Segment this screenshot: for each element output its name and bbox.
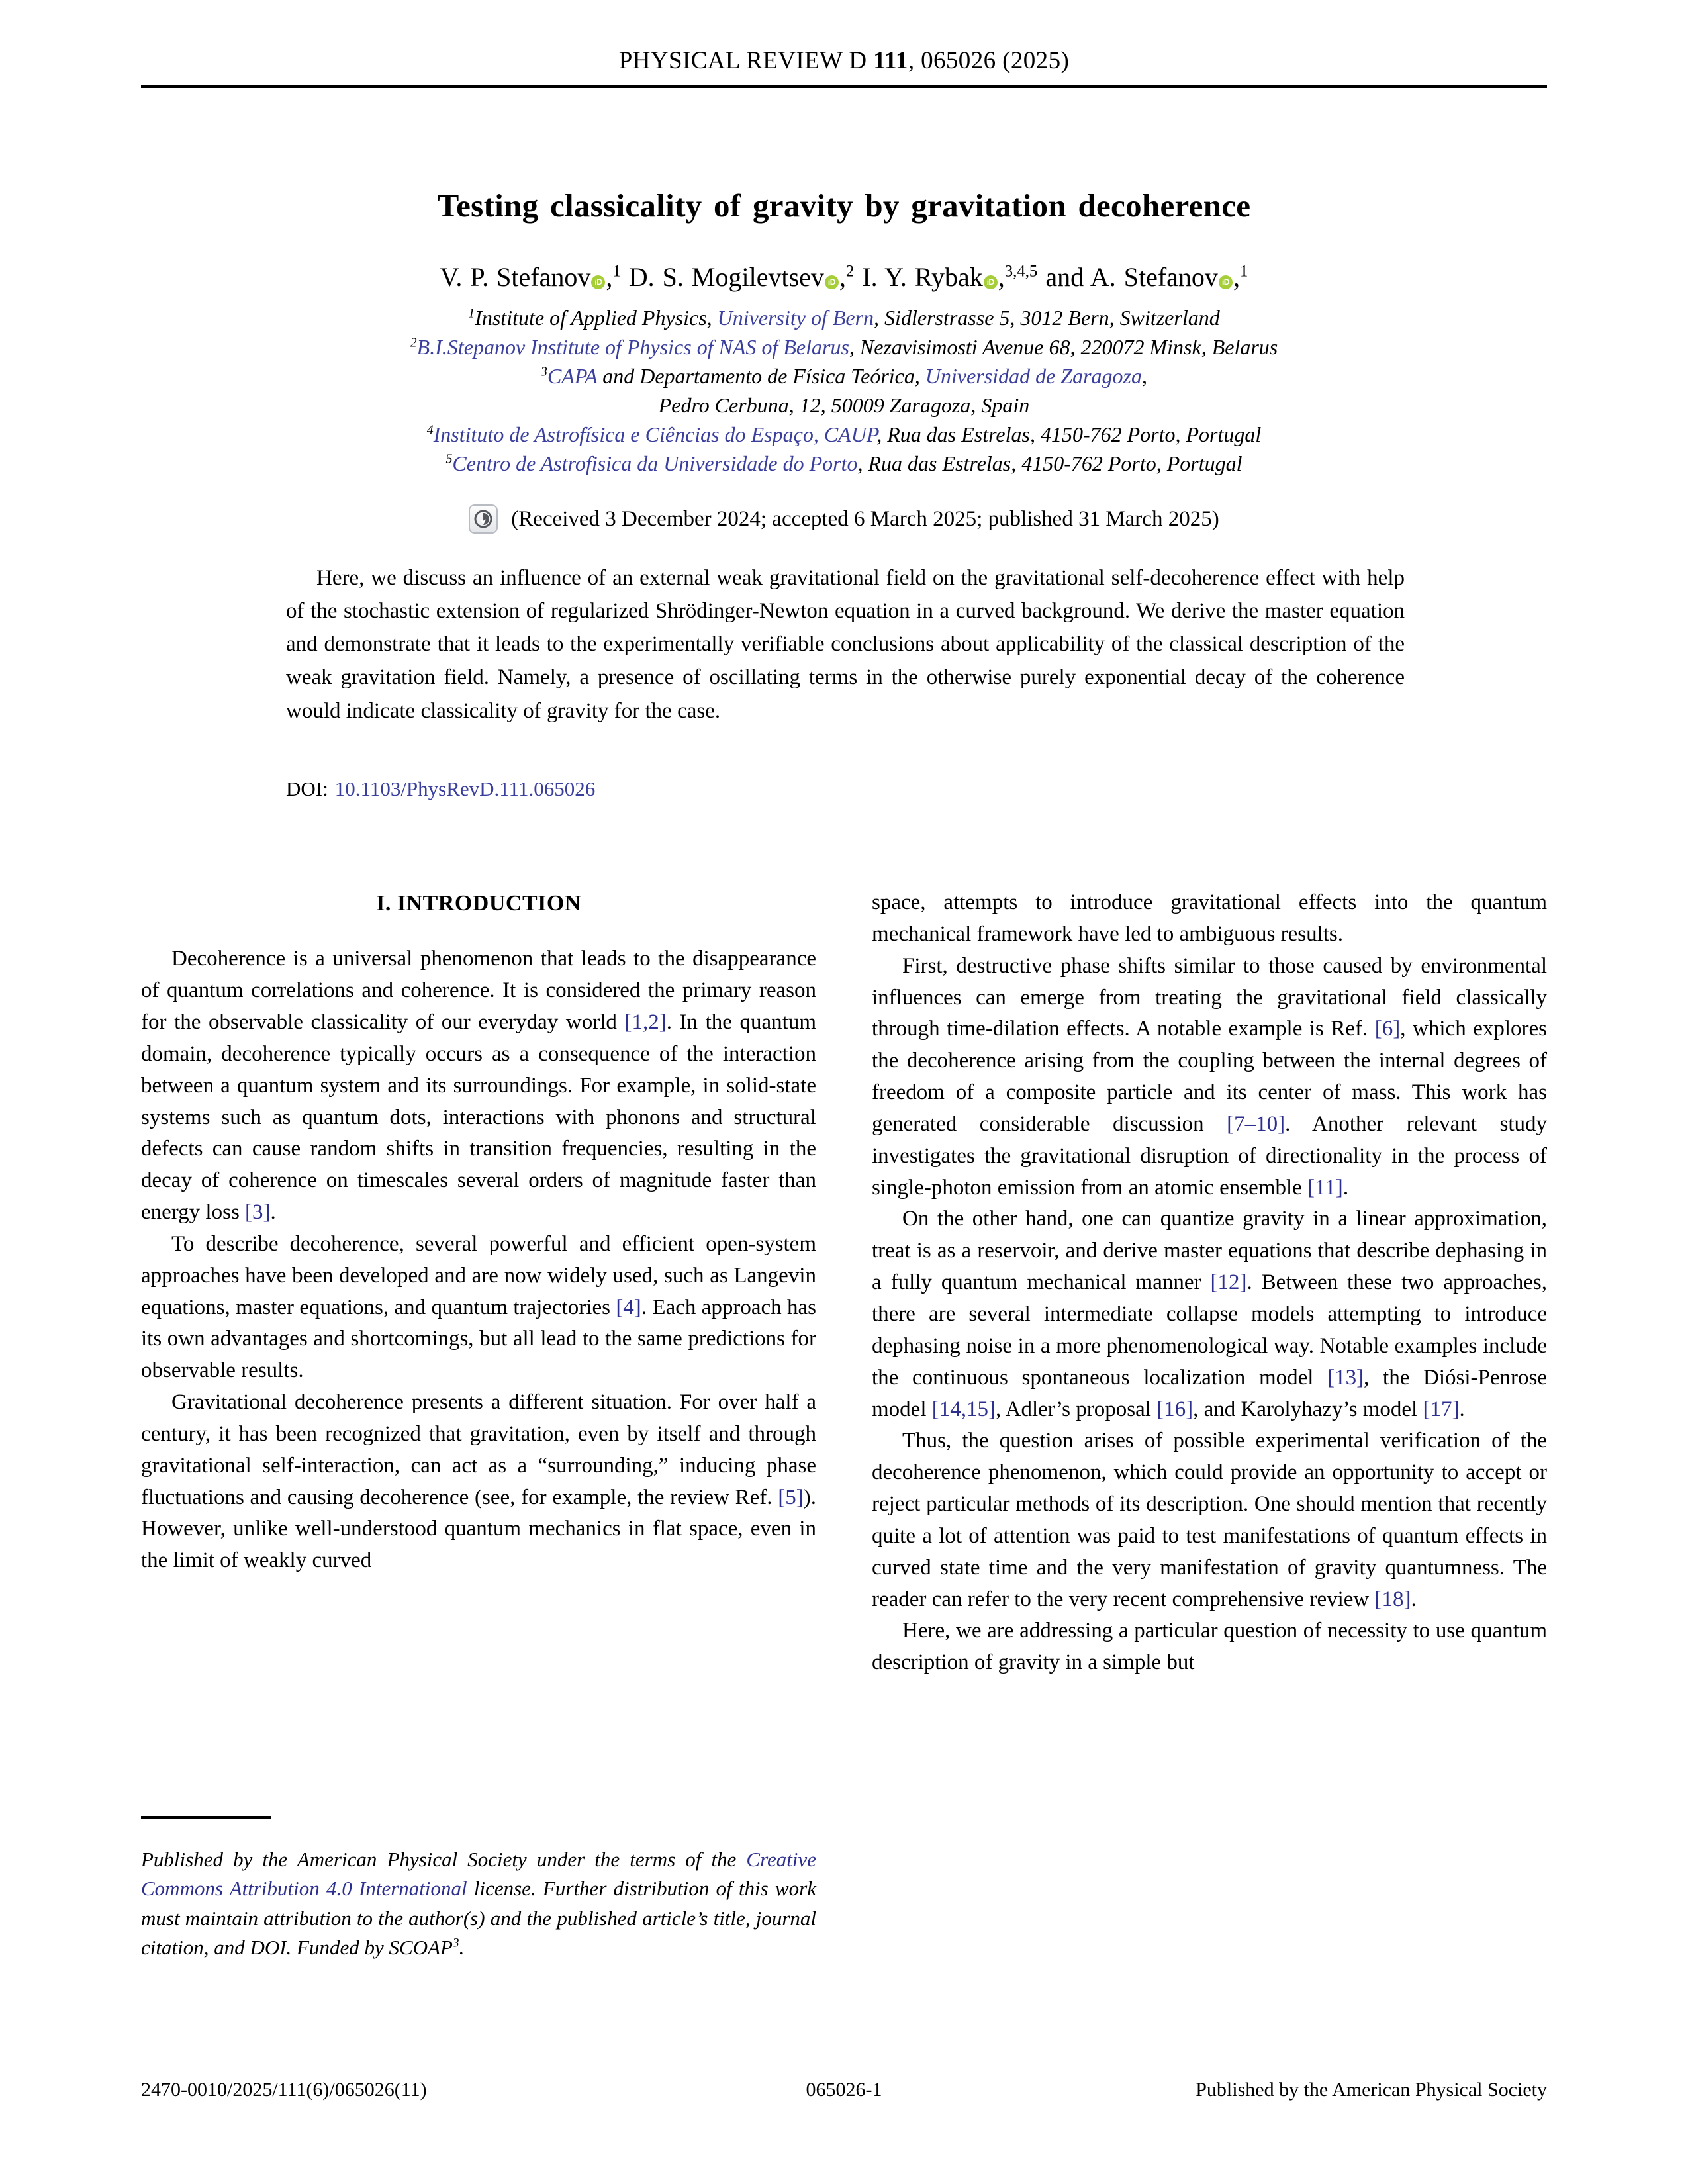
author-name: D. S. Mogilevtsev — [628, 261, 824, 292]
citation-link[interactable]: [3] — [245, 1200, 271, 1225]
doi-label: DOI: — [286, 777, 328, 800]
citation-link[interactable]: [17] — [1423, 1397, 1460, 1421]
paragraph-text: . — [1342, 1175, 1349, 1200]
body-paragraph — [872, 951, 1547, 1204]
paragraph-text: space, attempts to introduce gravitational effects into the quantum mechanical framework have led to ambiguous results. — [872, 890, 1547, 946]
affiliation-line — [141, 332, 1547, 361]
citation-link[interactable]: [4] — [616, 1295, 641, 1319]
institution-link[interactable]: B.I.Stepanov Institute of Physics of NAS of Belarus — [416, 334, 849, 359]
citation-link[interactable]: [14,15] — [931, 1397, 996, 1421]
body-paragraph — [141, 943, 816, 1229]
page-number: 065026-1 — [806, 2079, 882, 2101]
author-separator: , — [1233, 261, 1240, 292]
journal-name: PHYSICAL REVIEW D — [618, 47, 867, 74]
orcid-icon[interactable]: iD — [591, 275, 605, 289]
affiliation-marker: 4 — [426, 422, 434, 438]
body-paragraph — [872, 1204, 1547, 1425]
citation-link[interactable]: Creative Commons Attribution 4.0 International — [141, 1848, 816, 1901]
orcid-icon[interactable]: iD — [984, 275, 998, 289]
body-paragraph — [141, 1229, 816, 1387]
paragraph-text: . — [1411, 1587, 1417, 1611]
affiliation-marker: 5 — [445, 451, 453, 467]
affiliation-marker: 1 — [468, 305, 475, 320]
author-conjunction: and — [1045, 261, 1090, 292]
abstract: Here, we discuss an influence of an external weak gravitational field on the gravitational self-decoherence effect with help of the stochastic extension of regularized Shrödinger-Newton equation in a curved background. We derive the master equation and demonstrate that it leads to the experimentally verifiable conclusions about applicability of the classical description of the weak gravitation field. Namely, a presence of oscillating terms in the otherwise purely exponential decay of the coherence would indicate classicality of gravity for the case. — [286, 566, 1405, 723]
author-affiliation-marker: 1 — [1239, 262, 1248, 281]
article-number-year: , 065026 (2025) — [908, 47, 1070, 74]
author-name: I. Y. Rybak — [862, 261, 983, 292]
citation-link[interactable]: [5] — [778, 1485, 804, 1509]
paragraph-text: , which explores the decoherence arising from the coupling between the internal degrees of freedom of a composite particle and its center of mass. This work has generated considerable discussion — [872, 1017, 1547, 1136]
body-column-right — [872, 887, 1547, 1679]
affiliation-text: Institute of Applied Physics, — [475, 305, 718, 330]
orcid-icon[interactable]: iD — [825, 275, 839, 289]
institution-link[interactable]: Centro de Astrofisica da Universidade do Porto — [452, 451, 858, 476]
citation-link[interactable]: [16] — [1156, 1397, 1194, 1421]
publisher-note: Published by the American Physical Society — [1196, 2079, 1547, 2101]
affiliation-text: , Sidlerstrasse 5, 3012 Bern, Switzerland — [874, 305, 1220, 330]
footnote-text: license. Further distribution of this work must maintain attribution to the author(s) and the published article’s title, journal citation, and DOI. Funded by SCOAP — [141, 1877, 816, 1959]
institution-link[interactable]: University of Bern — [717, 305, 874, 330]
left-column-paragraphs — [141, 943, 816, 1577]
citation-link[interactable]: [11] — [1307, 1175, 1343, 1200]
paragraph-text: ). However, unlike well-understood quantum mechanics in flat space, even in the limit of weakly curved — [141, 1485, 816, 1573]
paragraph-text: , Adler’s proposal — [995, 1397, 1157, 1421]
author-name: A. Stefanov — [1090, 261, 1218, 292]
running-head — [141, 46, 1547, 75]
author-affiliation-marker: 2 — [845, 262, 855, 281]
affiliation-marker: 3 — [541, 364, 547, 379]
received-accepted-published: (Received 3 December 2024; accepted 6 March 2025; published 31 March 2025) — [511, 506, 1219, 531]
body-paragraph — [141, 1387, 816, 1577]
paragraph-text: Here, we are addressing a particular question of necessity to use quantum description of gravity in a simple but — [872, 1619, 1547, 1675]
affiliation-line — [141, 420, 1547, 449]
citation-link[interactable]: [7–10] — [1227, 1112, 1286, 1136]
citation-link[interactable]: [12] — [1210, 1270, 1247, 1295]
paragraph-text: . — [270, 1200, 276, 1225]
paragraph-text: . — [1459, 1397, 1465, 1421]
author-separator: , — [839, 261, 846, 292]
issn-article-code: 2470-0010/2025/111(6)/065026(11) — [141, 2079, 427, 2101]
paragraph-text: On the other hand, one can quantize gravity in a linear approximation, treat is as a reservoir, and derive master equations that describe dephasing in a fully quantum mechanical manner — [872, 1207, 1547, 1295]
footnote-divider — [141, 1816, 271, 1819]
affiliation-text: Pedro Cerbuna, 12, 50009 Zaragoza, Spain — [658, 393, 1030, 418]
author-separator: , — [998, 261, 1005, 292]
header-divider — [141, 85, 1547, 88]
citation-link[interactable]: [13] — [1327, 1365, 1364, 1390]
author-affiliation-marker: 3,4,5 — [1004, 262, 1038, 281]
orcid-icon[interactable]: iD — [1219, 275, 1233, 289]
affiliation-line — [141, 391, 1547, 420]
doi-line — [286, 777, 595, 801]
affiliation-marker: 2 — [410, 335, 417, 350]
publication-dates-row — [141, 504, 1547, 534]
affiliation-line — [141, 303, 1547, 332]
paragraph-text: Decoherence is a universal phenomenon that leads to the disappearance of quantum correlations and coherence. It is considered the primary reason for the observable classicality of our everyday world — [141, 947, 816, 1034]
footnote-text: Published by the American Physical Society under the terms of the — [141, 1848, 747, 1871]
affiliation-line — [141, 361, 1547, 391]
body-column-left — [141, 887, 816, 1577]
crossmark-badge-icon[interactable] — [469, 504, 498, 534]
author-affiliation-marker: 1 — [612, 262, 621, 281]
license-footnote — [141, 1845, 816, 1962]
affiliation-text: , Rua das Estrelas, 4150-762 Porto, Portugal — [857, 451, 1243, 476]
section-heading-introduction: I. INTRODUCTION — [376, 891, 581, 916]
affiliation-text: , Nezavisimosti Avenue 68, 220072 Minsk, Belarus — [849, 334, 1278, 359]
paragraph-text: To describe decoherence, several powerful and efficient open-system approaches have been developed and are now widely used, such as Langevin equations, master equations, and quantum trajectories — [141, 1231, 816, 1319]
institution-link[interactable]: Instituto de Astrofísica e Ciências do Espaço, CAUP — [433, 422, 877, 447]
paragraph-text: Gravitational decoherence presents a different situation. For over half a century, it has been recognized that gravitation, even by itself and through gravitational self-interaction, can act as a “surrounding,” inducing phase fluctuations and causing decoherence (see, for example, the review Ref. — [141, 1390, 816, 1509]
affiliation-line — [141, 449, 1547, 478]
title-block — [141, 187, 1547, 479]
institution-link[interactable]: Universidad de Zaragoza — [925, 363, 1142, 388]
institution-link[interactable]: CAPA — [547, 363, 598, 388]
right-column-paragraphs — [872, 887, 1547, 1679]
paragraph-text: First, destructive phase shifts similar to those caused by environmental influences can emerge from treating the gravitational field classically through time-dilation effects. A notable example is Ref. — [872, 953, 1547, 1041]
paragraph-text: . Each approach has its own advantages and shortcomings, but all lead to the same predictions for observable results. — [141, 1295, 817, 1383]
body-paragraph — [872, 1425, 1547, 1615]
citation-link[interactable]: [1,2] — [624, 1010, 667, 1034]
paragraph-text: . In the quantum domain, decoherence typically occurs as a consequence of the interaction between a quantum system and its surroundings. For example, in solid-state systems such as quantum dots, interactions with phonons and structural defects can cause random shifts in transition frequencies, resulting in the decay of coherence on timescales several orders of magnitude faster than energy loss — [141, 1010, 816, 1225]
paragraph-text: , and Karolyhazy’s model — [1193, 1397, 1423, 1421]
doi-link[interactable]: 10.1103/PhysRevD.111.065026 — [334, 777, 596, 800]
author-name: V. P. Stefanov — [440, 261, 591, 292]
paragraph-text: . Another relevant study investigates the gravitational disruption of directionality in the process of single-photon emission from an atomic ensemble — [872, 1112, 1547, 1200]
footnote-text: . — [459, 1935, 465, 1959]
citation-link[interactable]: [18] — [1374, 1587, 1411, 1611]
citation-link[interactable]: [6] — [1374, 1017, 1401, 1041]
author-list — [141, 260, 1547, 295]
affiliation-text: and Departamento de Física Teórica, — [597, 363, 925, 388]
paragraph-text: Thus, the question arises of possible experimental verification of the decoherence phenomenon, which could provide an opportunity to accept or reject particular methods of its description. One should mention that recently quite a lot of attention was paid to test manifestations of quantum effects in curved state time and the very manifestation of gravity quantumness. The reader can refer to the very recent comprehensive review — [872, 1429, 1547, 1611]
superscript: 3 — [452, 1936, 459, 1950]
affiliation-text: , — [1141, 363, 1147, 388]
page-title: Testing classicality of gravity by gravitation decoherence — [437, 187, 1251, 224]
volume-number: 111 — [873, 47, 908, 74]
body-paragraph — [872, 1615, 1547, 1679]
affiliation-list — [141, 303, 1547, 479]
affiliation-text: , Rua das Estrelas, 4150-762 Porto, Portugal — [876, 422, 1262, 447]
page-footer — [141, 2079, 1547, 2101]
paragraph-text: . Between these two approaches, there are several intermediate collapse models attempting to introduce dephasing noise in a more phenomenological way. Notable examples include the continuous spontaneous localization model — [872, 1270, 1547, 1390]
author-separator: , — [606, 261, 613, 292]
paragraph-text: , the Diósi-Penrose model — [872, 1365, 1547, 1421]
body-paragraph — [872, 887, 1547, 951]
